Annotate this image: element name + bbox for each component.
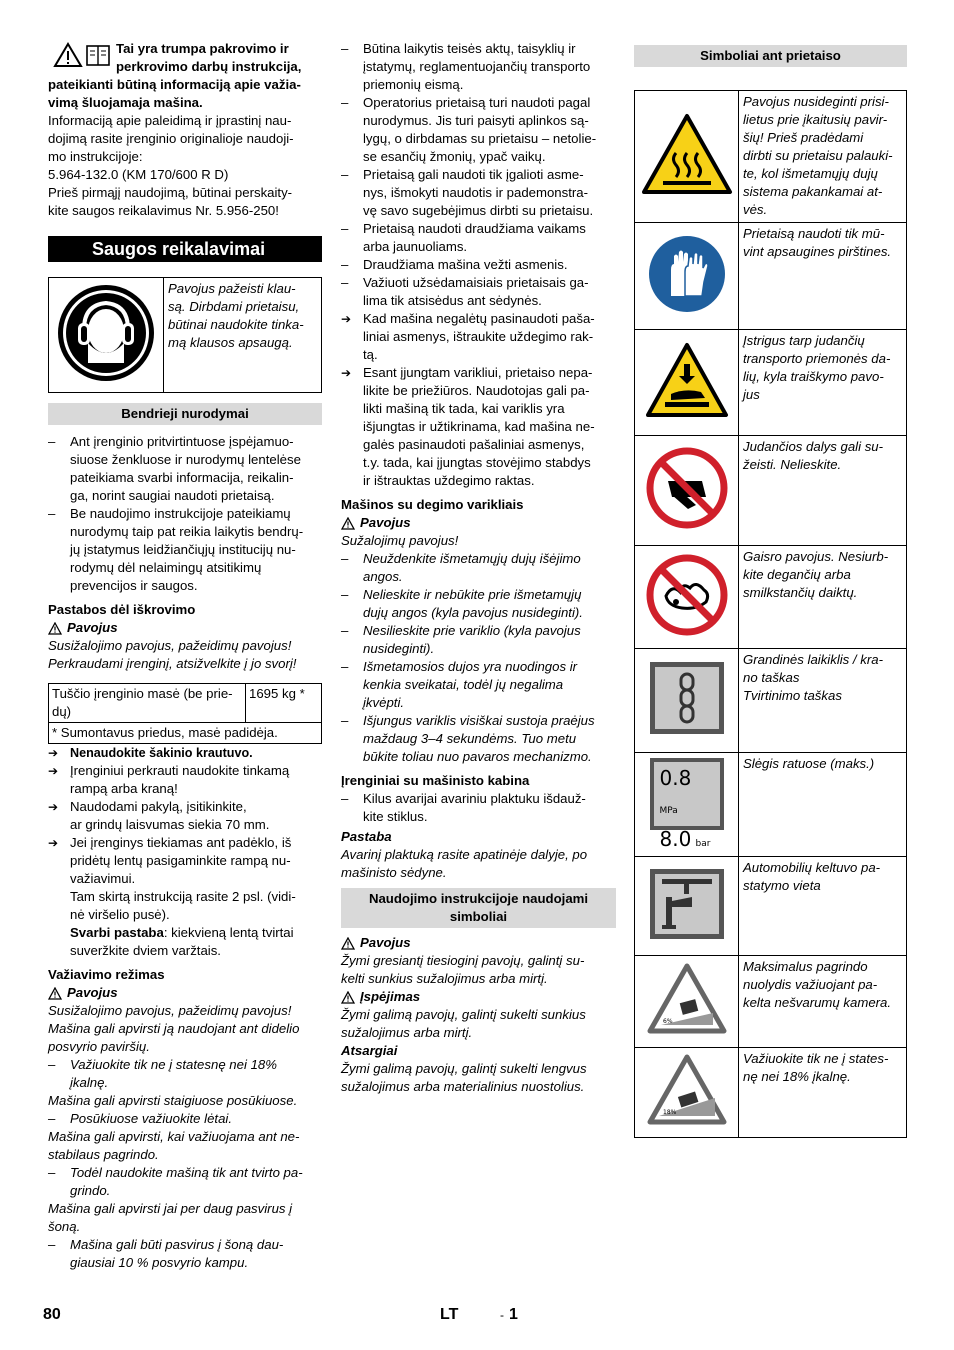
- intro-bold-1: Tai yra trumpa pakrovimo ir: [116, 41, 289, 56]
- line: likti mašiną tik tada, kai variklis yra: [363, 401, 565, 416]
- mass-note-cell: * Sumontavus priedus, masė padidėja.: [49, 723, 322, 744]
- list-item: [341, 712, 616, 766]
- line: – Mašina gali būti pasvirus į šoną dau-: [70, 1237, 284, 1252]
- list-item: [341, 220, 616, 256]
- chain-icon: [648, 660, 726, 736]
- line: nę nei 18% įkalnę.: [743, 1069, 851, 1084]
- arrow-item: [48, 834, 322, 888]
- list-item: [341, 586, 616, 622]
- danger-label: [48, 984, 322, 1002]
- list-item: [48, 1236, 322, 1272]
- list-item: [341, 166, 616, 220]
- footer-sub-number: 1: [509, 1306, 518, 1323]
- symbol-icon-cell: [635, 436, 739, 546]
- line: sužalojimus arba materialinius nuostolius.: [341, 1079, 585, 1094]
- engine-heading: Mašinos su degimo varikliais: [341, 497, 524, 512]
- incline-18-icon: [647, 1054, 727, 1126]
- device-symbols-table: [634, 90, 907, 1138]
- symbol-icon-cell: [635, 91, 739, 223]
- danger-text: Pavojus: [360, 935, 411, 950]
- symbol-text-cell: [739, 546, 907, 649]
- symbol-text-cell: [739, 330, 907, 436]
- safety-heading: Saugos reikalavimai: [48, 236, 322, 262]
- line: ➔ Nenaudokite šakinio krautuvo.: [70, 746, 253, 760]
- warning-text: Įspėjimas: [360, 989, 421, 1004]
- mass-value-cell: 1695 kg *: [246, 684, 322, 723]
- engine-intro: Sužalojimų pavojus!: [341, 533, 459, 548]
- line: grindo.: [70, 1183, 111, 1198]
- line: smilkstančių daiktų.: [743, 585, 858, 600]
- intro-line: Informaciją apie paleidimą ir įprastinį nau-: [48, 113, 292, 128]
- mass-label-cell: [49, 684, 246, 723]
- line: Slėgis ratuose (maks.): [743, 756, 875, 771]
- list-item: [341, 256, 616, 274]
- device-symbols-heading: Simboliai ant prietaiso: [634, 45, 907, 67]
- line: kite degančių arba: [743, 567, 851, 582]
- line: įkvėpti.: [363, 695, 405, 710]
- arrow-item: [48, 762, 322, 798]
- line: lių, kyla traiškymo pavo-: [743, 369, 884, 384]
- line: Pavojus nusideginti prisi-: [743, 94, 889, 109]
- symbol-icon-cell: [635, 546, 739, 649]
- important-note: [70, 924, 322, 942]
- pressure-bar-value: 8.0: [659, 827, 692, 851]
- line: Mašina gali apvirsti, kai važiuojama ant ne-: [48, 1129, 300, 1144]
- important-label: Svarbi pastaba: [70, 925, 164, 940]
- jack-point-icon: [648, 867, 726, 941]
- hearing-line: mą klausos apsaugą.: [168, 335, 293, 350]
- line: šoną.: [48, 1219, 81, 1234]
- danger-label: [341, 514, 616, 532]
- column-1: [48, 40, 322, 1272]
- symbol-text-cell: [739, 436, 907, 546]
- line: Įstrigus tarp judančių: [743, 333, 865, 348]
- line: – Nesilieskite prie variklio (kyla pavojus: [363, 623, 581, 638]
- danger-text: Pavojus: [67, 985, 118, 1000]
- line: įstatymų, reglamentuojančių transporto: [363, 59, 591, 74]
- symbol-icon-cell: [635, 857, 739, 956]
- danger-text: Pavojus: [67, 620, 118, 635]
- ramp-note: [48, 888, 322, 960]
- intro-line: 5.964-132.0 (KM 170/600 R D): [48, 167, 229, 182]
- symbol-text-cell: [739, 91, 907, 223]
- line: – Ant įrenginio pritvirtintuose įspėjamuo-: [70, 434, 294, 449]
- warning-label: [341, 988, 616, 1006]
- list-item: [48, 1164, 322, 1200]
- line: – Be naudojimo instrukcijoje pateikiamų: [70, 506, 291, 521]
- line: liniai asmenys, ištraukite uždegimo rak-: [363, 329, 594, 344]
- line: kelti sunkius sužalojimus arba mirtį.: [341, 971, 548, 986]
- gloves-icon: [647, 234, 727, 314]
- manual-book-icon: [85, 42, 111, 68]
- column-3: [634, 40, 907, 1138]
- hearing-text-cell: [164, 278, 322, 393]
- line: nuolydis važiuojant pa-: [743, 977, 878, 992]
- line: ga, norint saugiai naudoti prietaisą.: [70, 488, 275, 503]
- warning-small-icon: [341, 517, 355, 530]
- line: vės.: [743, 202, 768, 217]
- line: tą.: [363, 347, 378, 362]
- line: lygų, o dirbdamas su prietaisu – netolie-: [363, 131, 597, 146]
- warning-small-icon: [341, 937, 355, 950]
- line: arba jaunuoliams.: [363, 239, 468, 254]
- symbol-row: [635, 649, 907, 753]
- tipping-incline-icon: [647, 963, 727, 1035]
- danger-label: [48, 619, 322, 637]
- intro-bold-2: perkrovimo darbų instrukcija,: [116, 59, 302, 74]
- list-item: [341, 790, 616, 826]
- symbol-text-cell: [739, 857, 907, 956]
- arrow-item: [341, 310, 616, 364]
- line: pridėtų lentų pasigaminkite rampą nu-: [70, 853, 291, 868]
- line: ➔ Jei įrenginys tiekiamas ant padėklo, iš: [70, 835, 292, 850]
- line: Perkraudami įrenginį, atsižvelkite į jo svorį!: [48, 656, 297, 671]
- line: – Važiuokite tik ne į statesnę nei 18%: [70, 1057, 277, 1072]
- list-item: [48, 1056, 322, 1092]
- line: Mašina gali apvirsti staigiuose posūkiuose.: [48, 1093, 298, 1108]
- pressure-mpa-unit: MPa: [659, 806, 678, 816]
- symbol-row: [635, 330, 907, 436]
- general-list: [48, 433, 322, 595]
- line: – Išjungus variklis visiškai sustoja praėjus: [363, 713, 595, 728]
- list-item: [48, 1110, 322, 1128]
- line: dujų angos (kyla pavojus nusideginti).: [363, 605, 583, 620]
- line: Gaisro pavojus. Nesiurb-: [743, 549, 889, 564]
- symbol-row: [635, 91, 907, 223]
- line: mašinisto sėdyne.: [341, 865, 447, 880]
- line: Prietaisą naudoti tik mū-: [743, 226, 885, 241]
- note-label: Pastaba: [341, 829, 392, 844]
- line: posvyrio paviršių.: [48, 1039, 150, 1054]
- arrow-item: [48, 744, 322, 762]
- symbols-heading: [341, 888, 616, 928]
- line: Važiuokite tik ne į states-: [743, 1051, 889, 1066]
- column-2: [341, 40, 616, 1096]
- line: Naudojimo instrukcijoje naudojami: [368, 891, 589, 906]
- line: Mašina gali apvirsti ją naudojant ant didelio: [48, 1021, 300, 1036]
- line: ➔ Naudodami pakylą, įsitikinkite,: [70, 799, 247, 814]
- line: Grandinės laikiklis / kra-: [743, 652, 883, 667]
- line: transporto priemonės da-: [743, 351, 891, 366]
- line: Maksimalus pagrindo: [743, 959, 868, 974]
- line: kelta nešvarumų kamera.: [743, 995, 892, 1010]
- general-heading: Bendrieji nurodymai: [48, 403, 322, 425]
- no-fire-icon: [646, 554, 728, 636]
- line: – Išmetamosios dujos yra nuodingos ir: [363, 659, 578, 674]
- list-item: [341, 622, 616, 658]
- line: – Prietaisą naudoti draudžiama vaikams: [363, 221, 586, 236]
- line: kenkia sveikatai, todėl jų negalima: [363, 677, 564, 692]
- line: Tuščio įrenginio masė (be prie-: [52, 686, 233, 701]
- line: – Todėl naudokite mašiną tik ant tvirto pa-: [70, 1165, 303, 1180]
- warning-small-icon: [341, 991, 355, 1004]
- line: ➔ Esant įjungtam varikliui, prietaiso nepa-: [363, 365, 593, 380]
- line: pateikiama svarbi informacija, reikalin-: [70, 470, 294, 485]
- line: galės pasinaudoti pašaliniai asmenys,: [363, 437, 585, 452]
- line: Žymi galimą pavojų, galintį sukelti sunkius: [341, 1007, 586, 1022]
- line: – Neuždenkite išmetamųjų dujų išėjimo: [363, 551, 581, 566]
- symbol-text-cell: [739, 649, 907, 753]
- symbol-text-cell: [739, 753, 907, 857]
- hot-surface-icon: [641, 113, 733, 195]
- line: se esančių žmonių, ypač vaikų.: [363, 149, 546, 164]
- line: lietus prie įkaitusių pavir-: [743, 112, 888, 127]
- line: jų įstatymus leidžiančiųjų institucijų nu-: [70, 542, 296, 557]
- line: nusideginti).: [363, 641, 435, 656]
- list-item: [341, 40, 616, 94]
- no-touch-icon: [646, 447, 728, 529]
- intro-icons: [53, 42, 111, 68]
- line: išjungtas ir užtikrinama, kad mašina ne-: [363, 419, 595, 434]
- line: te, kol išmetamųjų dujų: [743, 166, 878, 181]
- symbol-row: [635, 223, 907, 330]
- line: maždaug 3–4 sekundėms. Tuo metu: [363, 731, 577, 746]
- symbol-icon-cell: [635, 753, 739, 857]
- language-code: LT: [440, 1306, 459, 1323]
- line: – Operatorius prietaisą turi naudoti pagal: [363, 95, 591, 110]
- footer-separator: -: [500, 1308, 504, 1322]
- line: Tam skirtą instrukciją rasite 2 psl. (vidi-: [70, 889, 296, 904]
- line: rampą arba kraną!: [70, 781, 178, 796]
- line: jus: [743, 387, 760, 402]
- overload-heading: Pastabos dėl iškrovimo: [48, 602, 196, 617]
- line: vint apsaugines pirštines.: [743, 244, 892, 259]
- incline-badge-18: 18%: [662, 1109, 676, 1116]
- intro-line: mo instrukcijoje:: [48, 149, 143, 164]
- line: dirbti su prietaisu palauki-: [743, 148, 893, 163]
- line: simboliai: [449, 909, 508, 924]
- line: sužalojimus arba mirtį.: [341, 1025, 473, 1040]
- crush-hand-icon: [645, 342, 729, 418]
- warning-small-icon: [48, 622, 62, 635]
- list-item: [341, 94, 616, 166]
- danger-label: [341, 934, 616, 952]
- warning-small-icon: [48, 987, 62, 1000]
- list-item: [341, 658, 616, 712]
- danger-text: Pavojus: [360, 515, 411, 530]
- line: suveržkite dviem varžtais.: [70, 943, 221, 958]
- symbol-row: [635, 956, 907, 1048]
- list-item: [48, 505, 322, 595]
- pressure-mpa-value: 0.8: [659, 766, 692, 790]
- line: siuose ženkluose ir nurodymų lentelėse: [70, 452, 301, 467]
- hearing-icon-cell: [49, 278, 164, 393]
- line: statymo vieta: [743, 878, 821, 893]
- line: Avarinį plaktuką rasite apatinėje dalyje, po: [341, 847, 588, 862]
- line: važiavimui.: [70, 871, 136, 886]
- driving-heading: Važiavimo režimas: [48, 967, 165, 982]
- ear-protection-icon: [56, 283, 156, 383]
- line: būkite toliau nuo pavaros mechanizmo.: [363, 749, 592, 764]
- line: įkalnę.: [70, 1075, 109, 1090]
- line: t.y. tada, kai įjungtas stovėjimo stabdys: [363, 455, 591, 470]
- line: – Draudžiama mašina vežti asmenis.: [363, 257, 568, 272]
- line: Susižalojimo pavojus, pažeidimų pavojus!: [48, 1003, 292, 1018]
- line: Automobilių keltuvo pa-: [743, 860, 881, 875]
- line: ➔ Kad mašina negalėtų pasinaudoti paša-: [363, 311, 595, 326]
- line: angos.: [363, 569, 403, 584]
- symbol-row: [635, 753, 907, 857]
- line: sistema pakankamai at-: [743, 184, 883, 199]
- symbol-row: [635, 857, 907, 956]
- pressure-icon: [650, 758, 724, 851]
- intro-bold-3: pateikianti būtiną informaciją apie važia-: [48, 77, 301, 92]
- symbol-text-cell: [739, 956, 907, 1048]
- line: – Važiuoti užsėdamaisiais prietaisais ga-: [363, 275, 589, 290]
- line: priemonių eismą.: [363, 77, 464, 92]
- important-text: : kiekvieną lentą tvirtai: [163, 925, 294, 940]
- line: prevencijos ir saugos.: [70, 578, 198, 593]
- line: giausiai 10 % posvyrio kampu.: [70, 1255, 249, 1270]
- intro-block: [48, 40, 322, 220]
- line: – Nelieskite ir nebūkite prie išmetamųjų: [363, 587, 582, 602]
- line: kite stiklus.: [363, 809, 428, 824]
- list-item: [341, 550, 616, 586]
- symbol-icon-cell: [635, 223, 739, 330]
- symbol-icon-cell: [635, 330, 739, 436]
- hearing-line: Pavojus pažeisti klau-: [168, 281, 296, 296]
- line: Tvirtinimo taškas: [743, 688, 842, 703]
- line: Susižalojimo pavojus, pažeidimų pavojus!: [48, 638, 292, 653]
- intro-line: kite saugos reikalavimus Nr. 5.956-250!: [48, 203, 279, 218]
- intro-bold-4: vimą šluojamaja mašina.: [48, 95, 203, 110]
- list-item: [341, 274, 616, 310]
- mass-table: [48, 683, 322, 744]
- hearing-line: są. Dirbdami prietaisu,: [168, 299, 300, 314]
- line: – Kilus avarijai avariniu plaktuku išdauž-: [363, 791, 586, 806]
- line: no taškas: [743, 670, 800, 685]
- hearing-line: būtinai naudokite tinka-: [168, 317, 304, 332]
- line: Mašina gali apvirsti jai per daug pasvirus į: [48, 1201, 293, 1216]
- pressure-bar-unit: bar: [695, 839, 711, 849]
- symbol-row: [635, 546, 907, 649]
- line: nys, išmokyti naudotis ir pademonstra-: [363, 185, 589, 200]
- line: nurodymų taip pat reikia laikytis bendrų-: [70, 524, 304, 539]
- line: Žymi gresiantį tiesioginį pavojų, galintį su-: [341, 953, 585, 968]
- line: Judančios dalys gali su-: [743, 439, 884, 454]
- caution-label: Atsargiai: [341, 1043, 398, 1058]
- line: nė viršelio pusė).: [70, 907, 170, 922]
- arrow-item: [341, 364, 616, 490]
- list-item: [48, 433, 322, 505]
- symbol-row: [635, 1048, 907, 1138]
- line: dų): [52, 704, 72, 719]
- line: – Posūkiuose važiuokite lėtai.: [70, 1111, 233, 1126]
- intro-line: dojimą rasite įrenginio originalioje naudoji-: [48, 131, 294, 146]
- symbol-icon-cell: [635, 649, 739, 753]
- cabin-heading: Įrenginiai su mašinisto kabina: [341, 773, 530, 788]
- line: lima tik atsisėdus ant sėdynės.: [363, 293, 542, 308]
- symbol-icon-cell: [635, 1048, 739, 1138]
- line: nurodymus. Jis turi paisyti aplinkos są-: [363, 113, 589, 128]
- line: rodymų dėl nelaimingų atsitikimų: [70, 560, 262, 575]
- intro-line: Prieš pirmąjį naudojimą, būtinai perskaity-: [48, 185, 293, 200]
- line: – Prietaisą gali naudoti tik įgalioti asme-: [363, 167, 584, 182]
- line: vę savo sugebėjimus dirbti su prietaisu.: [363, 203, 594, 218]
- page-number: 80: [43, 1306, 61, 1323]
- symbol-text-cell: [739, 223, 907, 330]
- incline-badge-6: 6%: [662, 1018, 673, 1025]
- line: likite be priežiūros. Naudotojas gali pa-: [363, 383, 590, 398]
- symbol-text-cell: [739, 1048, 907, 1138]
- warning-triangle-icon: [53, 42, 83, 68]
- line: žeisti. Nelieskite.: [743, 457, 842, 472]
- symbol-icon-cell: [635, 956, 739, 1048]
- line: ➔ Įrenginiui perkrauti naudokite tinkamą: [70, 763, 290, 778]
- hearing-protection-box: [48, 277, 322, 393]
- line: – Būtina laikytis teisės aktų, taisyklių ir: [363, 41, 576, 56]
- line: stabilaus pagrindo.: [48, 1147, 159, 1162]
- symbol-row: [635, 436, 907, 546]
- line: ar grindų laisvumas siekia 70 mm.: [70, 817, 270, 832]
- line: šių! Prieš pradėdami: [743, 130, 864, 145]
- line: ir ištrauktas uždegimo raktas.: [363, 473, 535, 488]
- arrow-item: [48, 798, 322, 834]
- line: Žymi galimą pavojų, galintį sukelti lengvus: [341, 1061, 587, 1076]
